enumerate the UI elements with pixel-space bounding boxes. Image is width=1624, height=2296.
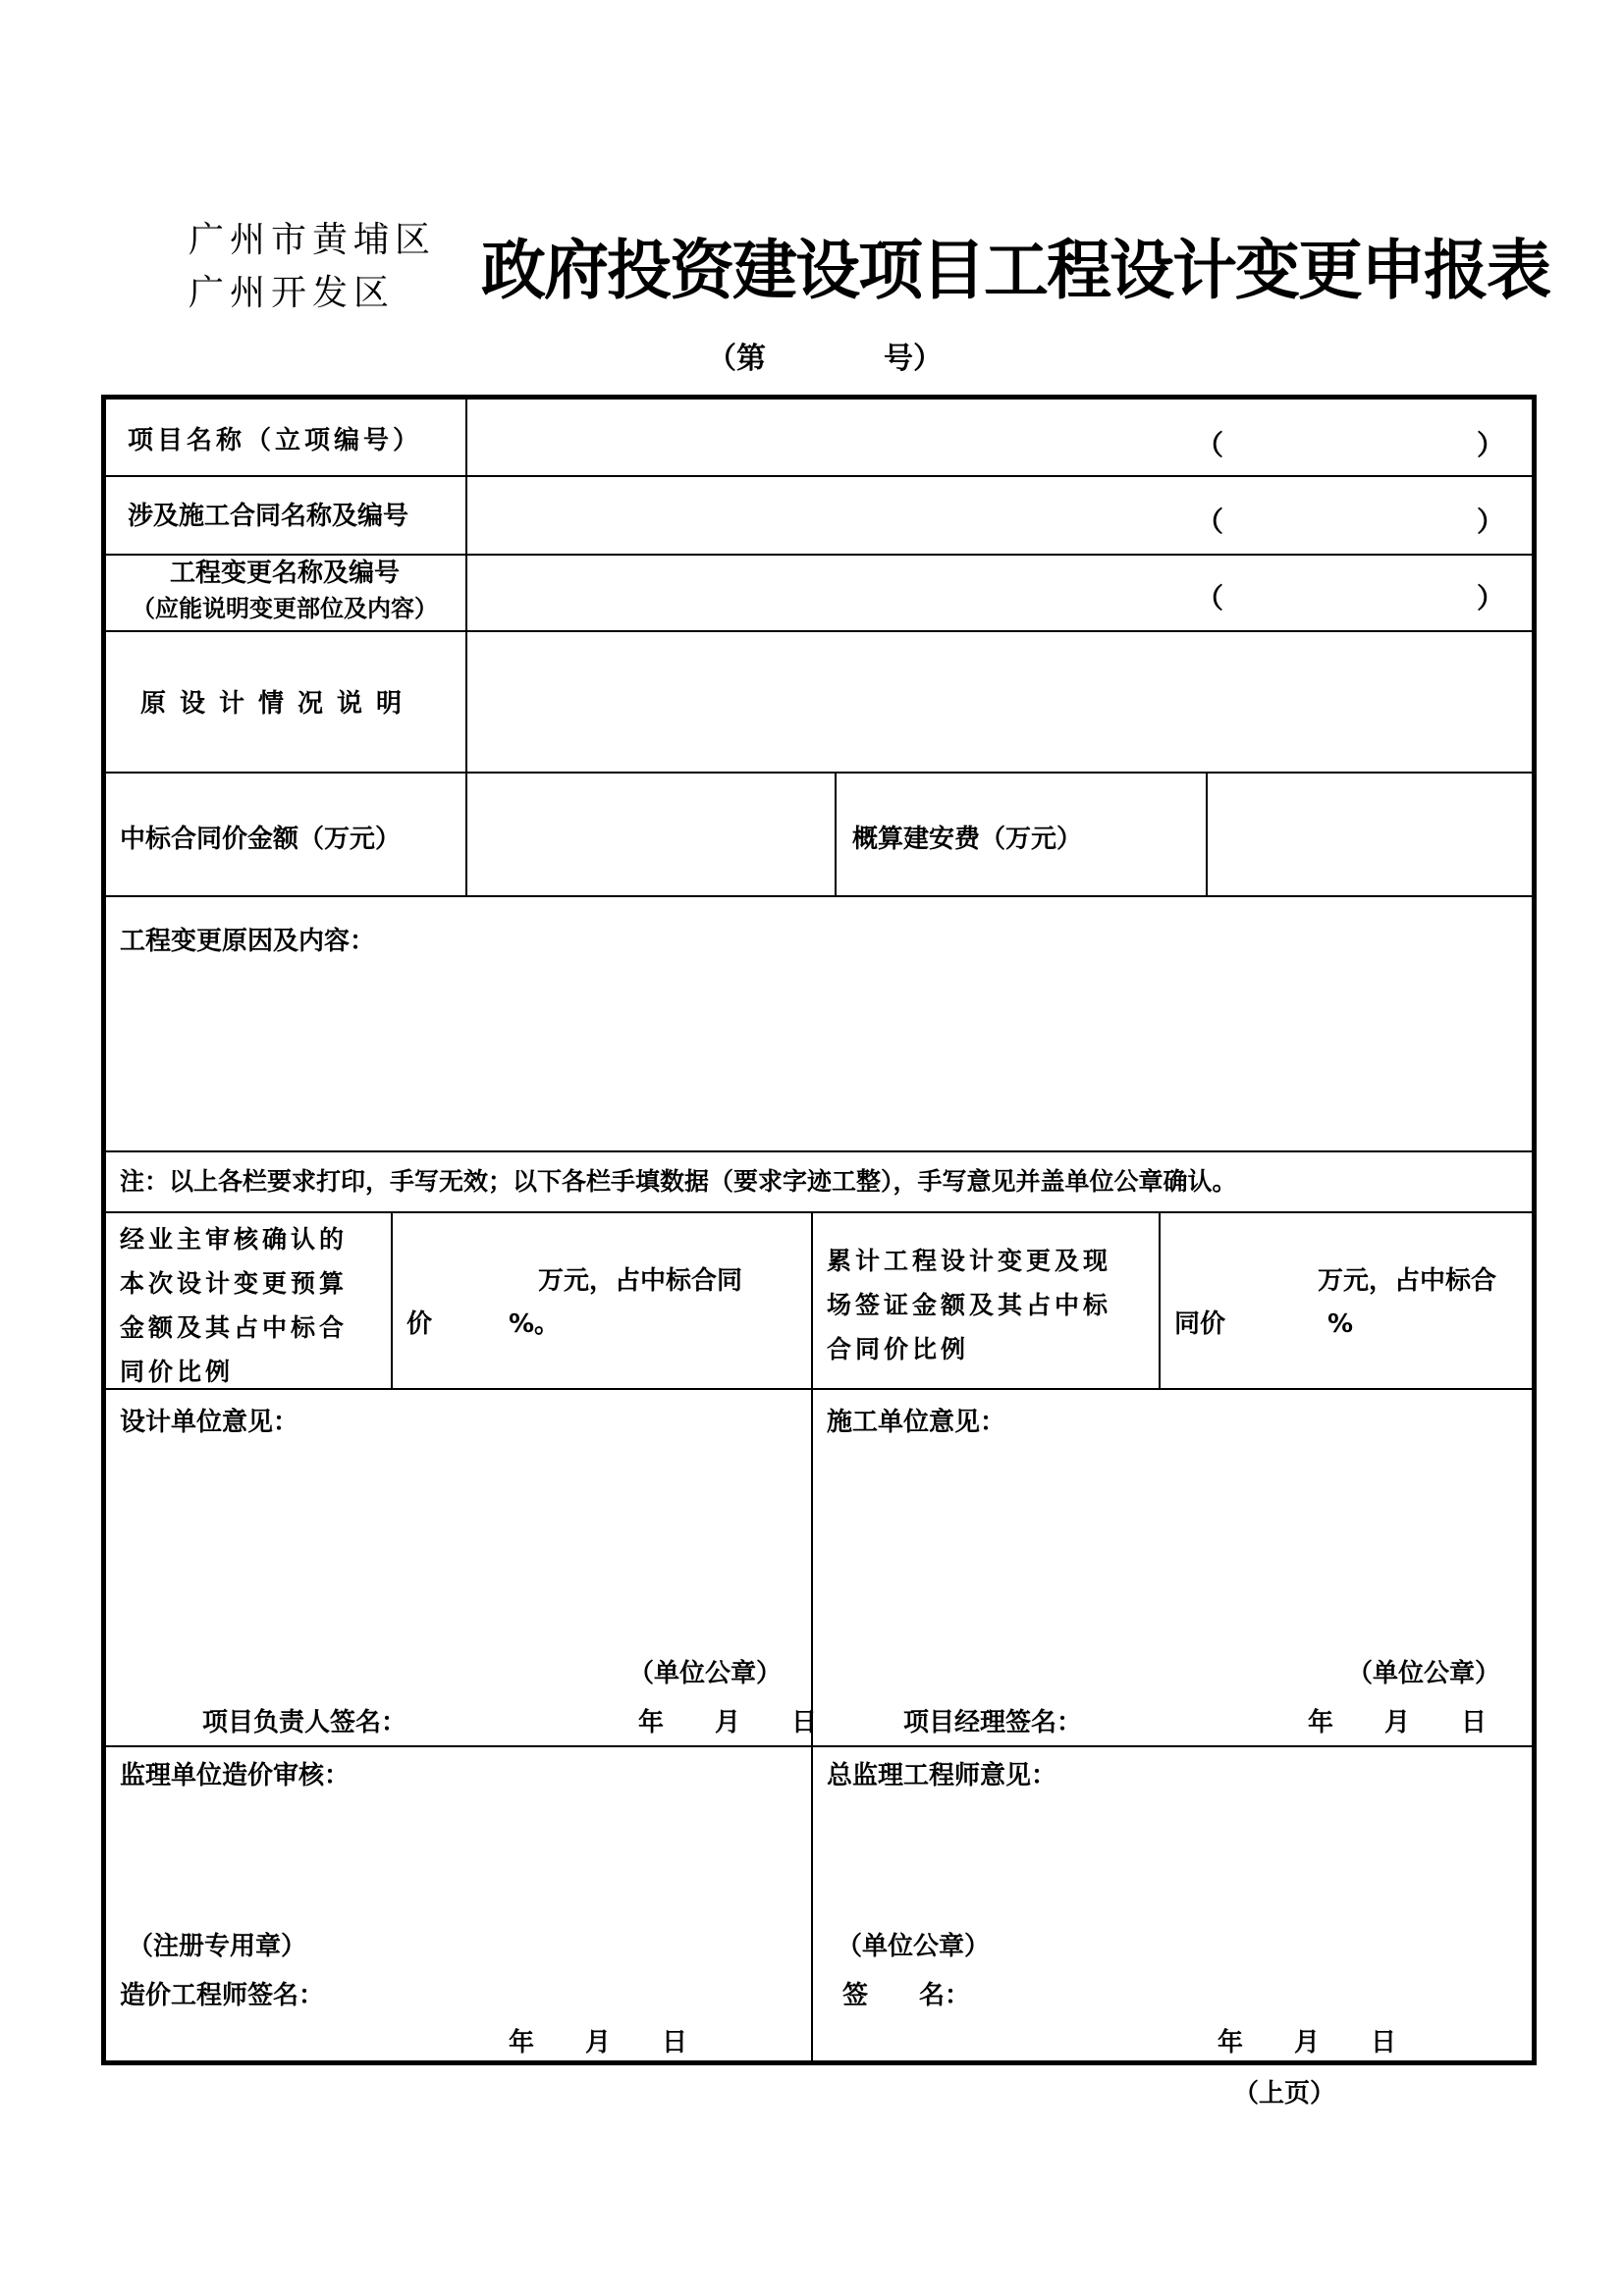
owner-confirm-label-line: 同价比例	[120, 1358, 235, 1386]
project-name-paren-close: ）	[1477, 429, 1505, 461]
row-divider	[104, 630, 1534, 632]
chief-supervisor-label: 总监理工程师意见：	[827, 1761, 1057, 1790]
change-name-label-line1: 工程变更名称及编号	[169, 559, 400, 588]
form-number-prefix: （第	[707, 342, 766, 376]
design-unit-seal: （单位公章）	[628, 1659, 783, 1688]
form-title: 政府投资建设项目工程设计变更申报表	[481, 232, 1549, 308]
column-divider	[811, 1211, 813, 2060]
design-unit-label: 设计单位意见：	[120, 1408, 299, 1437]
cumulative-label-line: 合同价比例	[827, 1335, 970, 1363]
cumulative-value-line1: 万元，占中标合	[1318, 1266, 1497, 1296]
estimate-label: 概算建安费（万元）	[852, 825, 1083, 854]
cumulative-label	[827, 1239, 1161, 1371]
construction-unit-date: 年 月 日	[1308, 1708, 1488, 1737]
chief-supervisor-sign: 签 名：	[842, 1981, 971, 2010]
note-text: 注：以上各栏要求打印，手写无效；以下各栏手填数据（要求字迹工整），手写意见并盖单位公章确认。	[120, 1167, 1237, 1196]
change-reason-label: 工程变更原因及内容：	[120, 927, 376, 956]
row-divider	[104, 772, 1534, 774]
project-name-paren-open: （	[1196, 429, 1224, 461]
supervision-cost-label: 监理单位造价审核：	[120, 1761, 351, 1790]
construction-unit-label: 施工单位意见：	[827, 1408, 1006, 1437]
form-number-suffix: 号）	[884, 342, 943, 376]
column-divider	[1206, 772, 1208, 895]
change-name-label-line2: （应能说明变更部位及内容）	[132, 595, 438, 622]
contract-paren-close: ）	[1477, 506, 1505, 538]
owner-confirm-value-line1: 万元，占中标合同	[538, 1266, 743, 1296]
contract-paren-open: （	[1196, 506, 1224, 538]
owner-confirm-value-line2: 价 %。	[406, 1309, 561, 1339]
cumulative-label-line: 场签证金额及其占中标	[827, 1291, 1112, 1319]
change-name-label	[106, 556, 463, 626]
construction-unit-seal: （单位公章）	[1347, 1659, 1501, 1688]
change-name-paren-close: ）	[1477, 582, 1505, 614]
cumulative-label-line: 累计工程设计变更及现	[827, 1247, 1112, 1275]
contract-label: 涉及施工合同名称及编号	[128, 502, 409, 531]
registered-seal: （注册专用章）	[128, 1932, 307, 1961]
district-name-development-zone: 广州开发区	[189, 273, 396, 313]
row-divider	[104, 1211, 1534, 1213]
owner-confirm-label-line: 本次设计变更预算	[120, 1269, 349, 1298]
project-leader-sign: 项目负责人签名：	[202, 1708, 407, 1737]
project-name-label: 项目名称（立项编号）	[128, 426, 423, 455]
page-note: （上页）	[1233, 2079, 1336, 2109]
column-divider	[465, 400, 467, 895]
form-number	[707, 334, 943, 377]
owner-confirm-label-line: 金额及其占中标合	[120, 1313, 349, 1342]
column-divider	[391, 1211, 393, 1388]
row-divider	[104, 1150, 1534, 1152]
owner-confirm-label-line: 经业主审核确认的	[120, 1225, 349, 1254]
original-design-label: 原设计情况说明	[140, 689, 416, 719]
row-divider	[104, 475, 1534, 477]
change-name-paren-open: （	[1196, 582, 1224, 614]
column-divider	[835, 772, 837, 895]
cost-engineer-sign: 造价工程师签名：	[120, 1981, 325, 2010]
row-divider	[104, 895, 1534, 897]
row-divider	[104, 1745, 1534, 1747]
supervision-cost-date: 年 月 日	[509, 2028, 688, 2057]
district-name-huangpu: 广州市黄埔区	[189, 220, 437, 260]
chief-supervisor-date: 年 月 日	[1218, 2028, 1397, 2057]
cumulative-value-line2: 同价 %	[1174, 1309, 1354, 1339]
chief-supervisor-seal: （单位公章）	[837, 1932, 991, 1961]
design-unit-date: 年 月 日	[638, 1708, 818, 1737]
project-manager-sign: 项目经理签名：	[903, 1708, 1083, 1737]
bid-amount-label: 中标合同价金额（万元）	[120, 825, 402, 854]
owner-confirm-label	[120, 1217, 385, 1394]
